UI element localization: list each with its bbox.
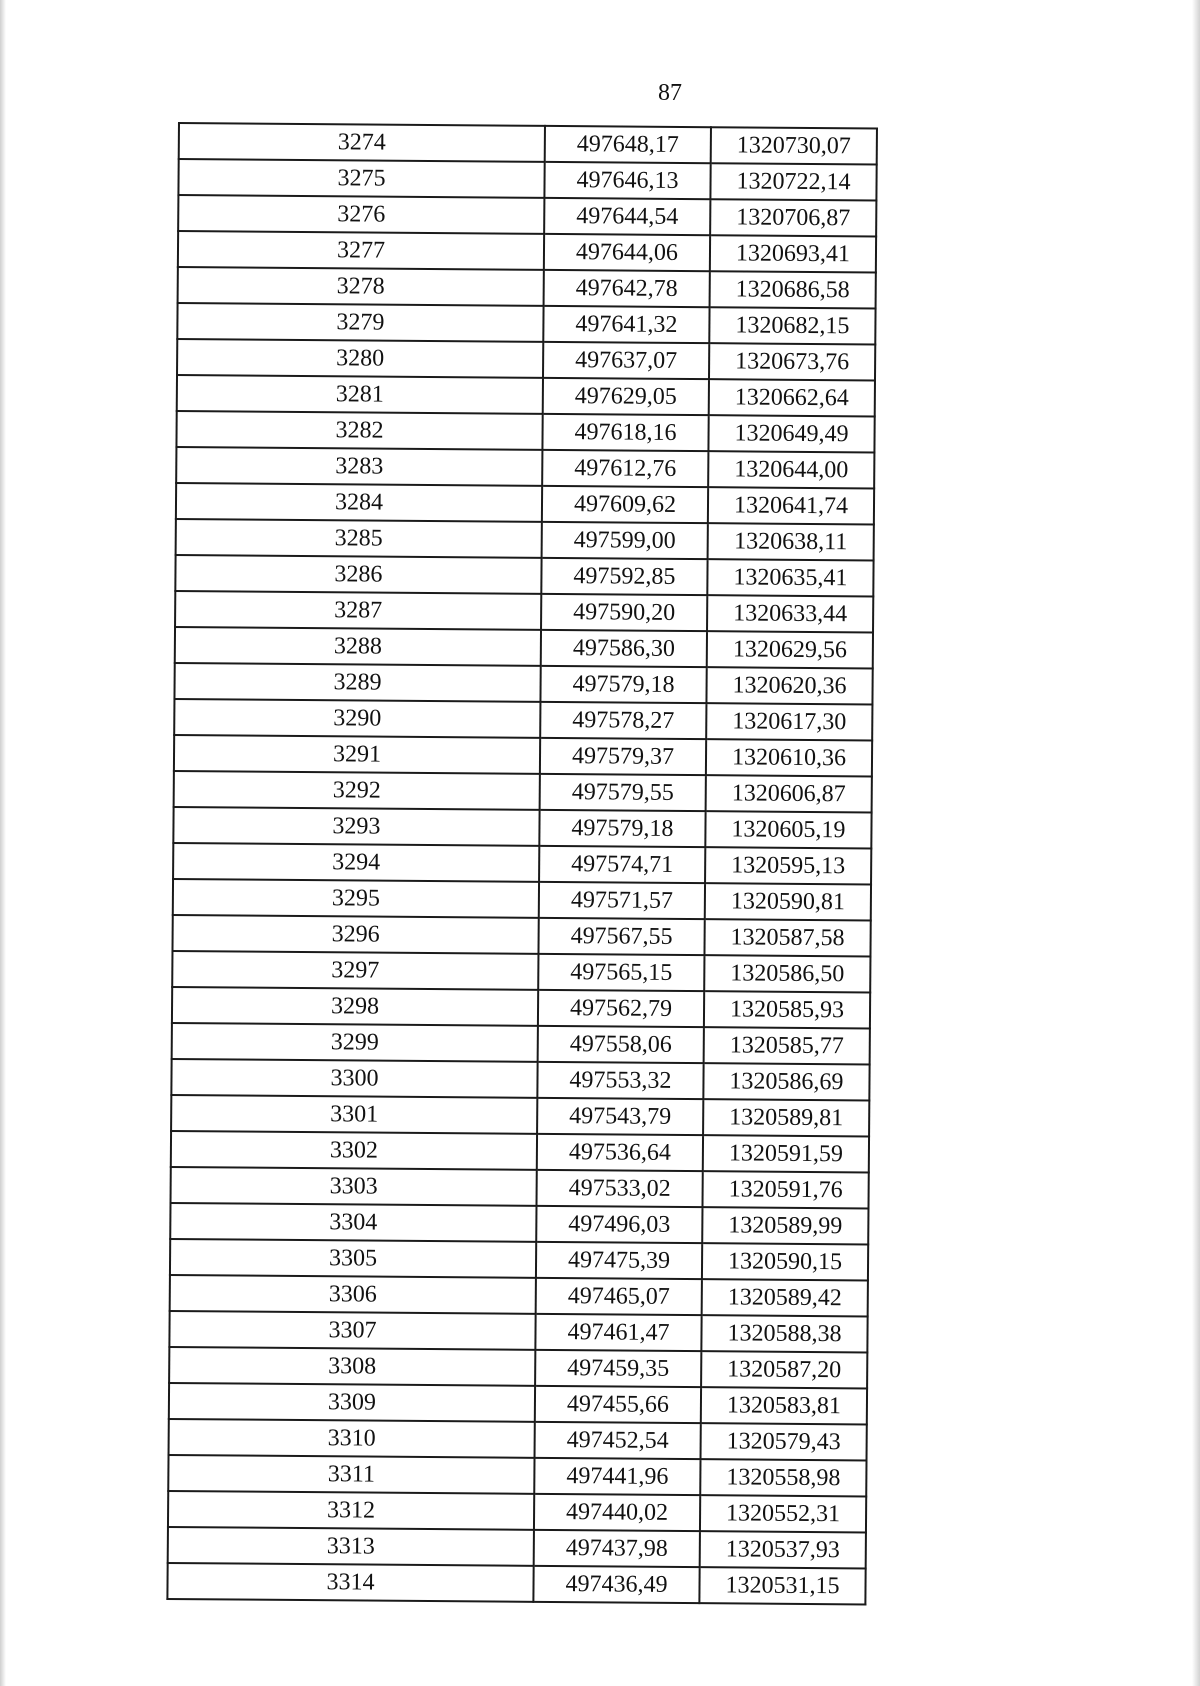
table-row (178, 195, 876, 236)
point-number-cell: 3292 (174, 771, 540, 810)
y-coordinate-cell: 1320591,76 (702, 1171, 868, 1208)
x-coordinate-cell: 497629,05 (543, 378, 709, 415)
table-row (178, 231, 876, 272)
x-coordinate-cell: 497578,27 (540, 702, 706, 739)
point-number-cell: 3282 (176, 411, 542, 450)
y-coordinate-cell: 1320649,49 (708, 415, 874, 452)
point-number-cell: 3275 (178, 159, 544, 198)
x-coordinate-cell: 497579,37 (540, 738, 706, 775)
table-row (170, 1275, 868, 1316)
y-coordinate-cell: 1320730,07 (711, 127, 877, 164)
point-number-cell: 3287 (175, 591, 541, 630)
y-coordinate-cell: 1320606,87 (706, 775, 872, 812)
x-coordinate-cell: 497558,06 (538, 1026, 704, 1063)
y-coordinate-cell: 1320531,15 (699, 1567, 865, 1604)
table-row (176, 519, 874, 560)
table-row (177, 339, 875, 380)
table-row (173, 843, 871, 884)
point-number-cell: 3302 (171, 1131, 537, 1170)
y-coordinate-cell: 1320635,41 (707, 559, 873, 596)
y-coordinate-cell: 1320662,64 (709, 379, 875, 416)
coordinates-table-body (167, 123, 877, 1604)
point-number-cell: 3306 (170, 1275, 536, 1314)
table-row (169, 1347, 867, 1388)
x-coordinate-cell: 497533,02 (536, 1170, 702, 1207)
table-row (177, 375, 875, 416)
point-number-cell: 3313 (168, 1527, 534, 1566)
y-coordinate-cell: 1320588,38 (701, 1315, 867, 1352)
table-row (173, 807, 871, 848)
table-row (171, 1059, 869, 1100)
x-coordinate-cell: 497579,55 (540, 774, 706, 811)
scan-left-edge (0, 0, 6, 1686)
y-coordinate-cell: 1320585,93 (704, 991, 870, 1028)
x-coordinate-cell: 497618,16 (542, 414, 708, 451)
point-number-cell: 3279 (177, 303, 543, 342)
x-coordinate-cell: 497553,32 (537, 1062, 703, 1099)
point-number-cell: 3296 (172, 915, 538, 954)
x-coordinate-cell: 497496,03 (536, 1206, 702, 1243)
table-row (168, 1527, 866, 1568)
y-coordinate-cell: 1320673,76 (709, 343, 875, 380)
x-coordinate-cell: 497441,96 (534, 1458, 700, 1495)
table-row (175, 591, 873, 632)
point-number-cell: 3298 (172, 987, 538, 1026)
x-coordinate-cell: 497437,98 (534, 1530, 700, 1567)
y-coordinate-cell: 1320590,81 (705, 883, 871, 920)
x-coordinate-cell: 497641,32 (543, 306, 709, 343)
table-row (169, 1419, 867, 1460)
y-coordinate-cell: 1320686,58 (710, 271, 876, 308)
point-number-cell: 3312 (168, 1491, 534, 1530)
point-number-cell: 3310 (169, 1419, 535, 1458)
point-number-cell: 3308 (169, 1347, 535, 1386)
x-coordinate-cell: 497648,17 (545, 126, 711, 163)
point-number-cell: 3278 (178, 267, 544, 306)
table-row (171, 1167, 869, 1208)
table-row (171, 1095, 869, 1136)
y-coordinate-cell: 1320682,15 (709, 307, 875, 344)
table-row (176, 483, 874, 524)
y-coordinate-cell: 1320693,41 (710, 235, 876, 272)
y-coordinate-cell: 1320583,81 (701, 1387, 867, 1424)
x-coordinate-cell: 497565,15 (538, 954, 704, 991)
y-coordinate-cell: 1320587,20 (701, 1351, 867, 1388)
table-row (170, 1239, 868, 1280)
x-coordinate-cell: 497571,57 (539, 882, 705, 919)
y-coordinate-cell: 1320641,74 (708, 487, 874, 524)
table-row (175, 555, 873, 596)
y-coordinate-cell: 1320586,69 (703, 1063, 869, 1100)
y-coordinate-cell: 1320579,43 (701, 1423, 867, 1460)
table-row (176, 447, 874, 488)
table-row (169, 1383, 867, 1424)
table-row (174, 735, 872, 776)
point-number-cell: 3299 (172, 1023, 538, 1062)
x-coordinate-cell: 497440,02 (534, 1494, 700, 1531)
y-coordinate-cell: 1320610,36 (706, 739, 872, 776)
table-row (168, 1491, 866, 1532)
point-number-cell: 3309 (169, 1383, 535, 1422)
x-coordinate-cell: 497586,30 (541, 630, 707, 667)
x-coordinate-cell: 497590,20 (541, 594, 707, 631)
table-row (179, 123, 877, 164)
point-number-cell: 3286 (175, 555, 541, 594)
point-number-cell: 3289 (174, 663, 540, 702)
y-coordinate-cell: 1320589,42 (702, 1279, 868, 1316)
point-number-cell: 3307 (169, 1311, 535, 1350)
table-row (173, 879, 871, 920)
x-coordinate-cell: 497579,18 (540, 666, 706, 703)
y-coordinate-cell: 1320558,98 (700, 1459, 866, 1496)
x-coordinate-cell: 497646,13 (544, 162, 710, 199)
y-coordinate-cell: 1320644,00 (708, 451, 874, 488)
table-row (172, 951, 870, 992)
y-coordinate-cell: 1320586,50 (704, 955, 870, 992)
page-number: 87 (658, 80, 682, 106)
x-coordinate-cell: 497455,66 (535, 1386, 701, 1423)
point-number-cell: 3303 (171, 1167, 537, 1206)
table-row (174, 771, 872, 812)
x-coordinate-cell: 497543,79 (537, 1098, 703, 1135)
table-row (175, 627, 873, 668)
table-row (176, 411, 874, 452)
x-coordinate-cell: 497459,35 (535, 1350, 701, 1387)
x-coordinate-cell: 497452,54 (535, 1422, 701, 1459)
x-coordinate-cell: 497536,64 (537, 1134, 703, 1171)
table-row (174, 699, 872, 740)
table-row (170, 1203, 868, 1244)
y-coordinate-cell: 1320587,58 (704, 919, 870, 956)
table-row (172, 987, 870, 1028)
x-coordinate-cell: 497642,78 (544, 270, 710, 307)
table-row (167, 1563, 865, 1604)
coordinates-table (166, 122, 870, 1605)
x-coordinate-cell: 497436,49 (533, 1566, 699, 1603)
y-coordinate-cell: 1320620,36 (706, 667, 872, 704)
point-number-cell: 3301 (171, 1095, 537, 1134)
y-coordinate-cell: 1320591,59 (703, 1135, 869, 1172)
point-number-cell: 3288 (175, 627, 541, 666)
x-coordinate-cell: 497562,79 (538, 990, 704, 1027)
scan-right-edge (1192, 0, 1200, 1686)
y-coordinate-cell: 1320706,87 (710, 199, 876, 236)
x-coordinate-cell: 497637,07 (543, 342, 709, 379)
y-coordinate-cell: 1320595,13 (705, 847, 871, 884)
point-number-cell: 3290 (174, 699, 540, 738)
point-number-cell: 3280 (177, 339, 543, 378)
x-coordinate-cell: 497567,55 (538, 918, 704, 955)
point-number-cell: 3276 (178, 195, 544, 234)
table-row (172, 915, 870, 956)
y-coordinate-cell: 1320585,77 (704, 1027, 870, 1064)
table-row (177, 303, 875, 344)
point-number-cell: 3297 (172, 951, 538, 990)
y-coordinate-cell: 1320552,31 (700, 1495, 866, 1532)
y-coordinate-cell: 1320537,93 (700, 1531, 866, 1568)
x-coordinate-cell: 497644,06 (544, 234, 710, 271)
table-row (178, 159, 876, 200)
y-coordinate-cell: 1320617,30 (706, 703, 872, 740)
point-number-cell: 3314 (167, 1563, 533, 1602)
point-number-cell: 3311 (168, 1455, 534, 1494)
point-number-cell: 3285 (176, 519, 542, 558)
x-coordinate-cell: 497599,00 (542, 522, 708, 559)
x-coordinate-cell: 497461,47 (535, 1314, 701, 1351)
point-number-cell: 3283 (176, 447, 542, 486)
table-row (168, 1455, 866, 1496)
x-coordinate-cell: 497465,07 (536, 1278, 702, 1315)
point-number-cell: 3277 (178, 231, 544, 270)
x-coordinate-cell: 497592,85 (541, 558, 707, 595)
y-coordinate-cell: 1320589,81 (703, 1099, 869, 1136)
table-row (178, 267, 876, 308)
x-coordinate-cell: 497579,18 (539, 810, 705, 847)
y-coordinate-cell: 1320638,11 (708, 523, 874, 560)
point-number-cell: 3300 (171, 1059, 537, 1098)
x-coordinate-cell: 497609,62 (542, 486, 708, 523)
point-number-cell: 3291 (174, 735, 540, 774)
point-number-cell: 3305 (170, 1239, 536, 1278)
y-coordinate-cell: 1320590,15 (702, 1243, 868, 1280)
x-coordinate-cell: 497612,76 (542, 450, 708, 487)
point-number-cell: 3304 (170, 1203, 536, 1242)
x-coordinate-cell: 497644,54 (544, 198, 710, 235)
x-coordinate-cell: 497574,71 (539, 846, 705, 883)
y-coordinate-cell: 1320589,99 (702, 1207, 868, 1244)
point-number-cell: 3295 (173, 879, 539, 918)
x-coordinate-cell: 497475,39 (536, 1242, 702, 1279)
table-row (172, 1023, 870, 1064)
point-number-cell: 3274 (179, 123, 545, 162)
point-number-cell: 3294 (173, 843, 539, 882)
table-row (174, 663, 872, 704)
y-coordinate-cell: 1320629,56 (707, 631, 873, 668)
y-coordinate-cell: 1320605,19 (705, 811, 871, 848)
y-coordinate-cell: 1320722,14 (710, 163, 876, 200)
table-row (171, 1131, 869, 1172)
point-number-cell: 3281 (177, 375, 543, 414)
table-row (169, 1311, 867, 1352)
y-coordinate-cell: 1320633,44 (707, 595, 873, 632)
point-number-cell: 3293 (173, 807, 539, 846)
point-number-cell: 3284 (176, 483, 542, 522)
